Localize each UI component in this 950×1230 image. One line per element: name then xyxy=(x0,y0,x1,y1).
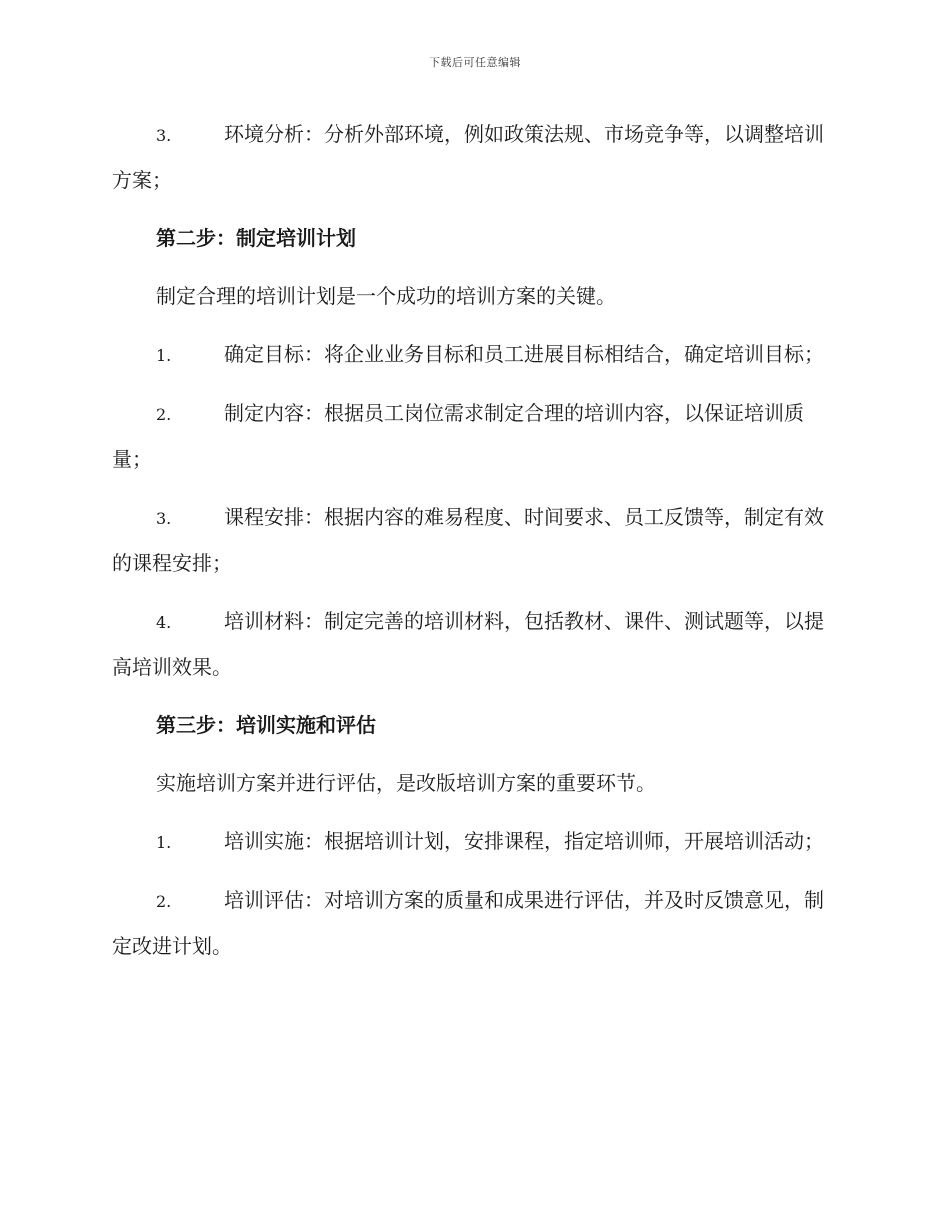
section-heading: 第三步：培训实施和评估 xyxy=(156,713,376,737)
list-item xyxy=(112,332,837,378)
list-item-text: 课程安排：根据内容的难易程度、时间要求、员工反馈等，制定有效的课程安排； xyxy=(112,505,824,575)
list-item xyxy=(112,599,837,690)
section-intro: 实施培训方案并进行评估，是改版培训方案的重要环节。 xyxy=(156,771,656,795)
list-item-text: 培训实施：根据培训计划，安排课程，指定培训师，开展培训活动； xyxy=(224,829,824,853)
list-item-number: 3. xyxy=(156,509,172,528)
list-item-number: 4. xyxy=(156,613,172,632)
list-item xyxy=(112,112,837,203)
list-item-text: 制定内容：根据员工岗位需求制定合理的培训内容，以保证培训质量； xyxy=(112,401,804,471)
list-item-text: 确定目标：将企业业务目标和员工进展目标相结合，确定培训目标； xyxy=(224,342,824,366)
section-intro: 制定合理的培训计划是一个成功的培训方案的关键。 xyxy=(156,284,616,308)
list-item-text: 培训评估：对培训方案的质量和成果进行评估，并及时反馈意见，制定改进计划。 xyxy=(112,888,824,958)
page-header: 下载后可任意编辑 xyxy=(429,56,521,69)
list-item xyxy=(112,495,837,586)
list-item xyxy=(112,878,837,969)
list-item-number: 2. xyxy=(156,405,172,424)
document-body xyxy=(112,112,837,982)
list-item-text: 环境分析：分析外部环境，例如政策法规、市场竞争等，以调整培训方案； xyxy=(112,122,824,192)
list-item-text: 培训材料：制定完善的培训材料，包括教材、课件、测试题等，以提高培训效果。 xyxy=(112,609,824,679)
list-item-number: 1. xyxy=(156,833,172,852)
list-item-number: 3. xyxy=(156,126,172,145)
section-heading: 第二步：制定培训计划 xyxy=(156,226,356,250)
list-item-number: 1. xyxy=(156,346,172,365)
list-item xyxy=(112,391,837,482)
list-item xyxy=(112,819,837,865)
list-item-number: 2. xyxy=(156,892,172,911)
